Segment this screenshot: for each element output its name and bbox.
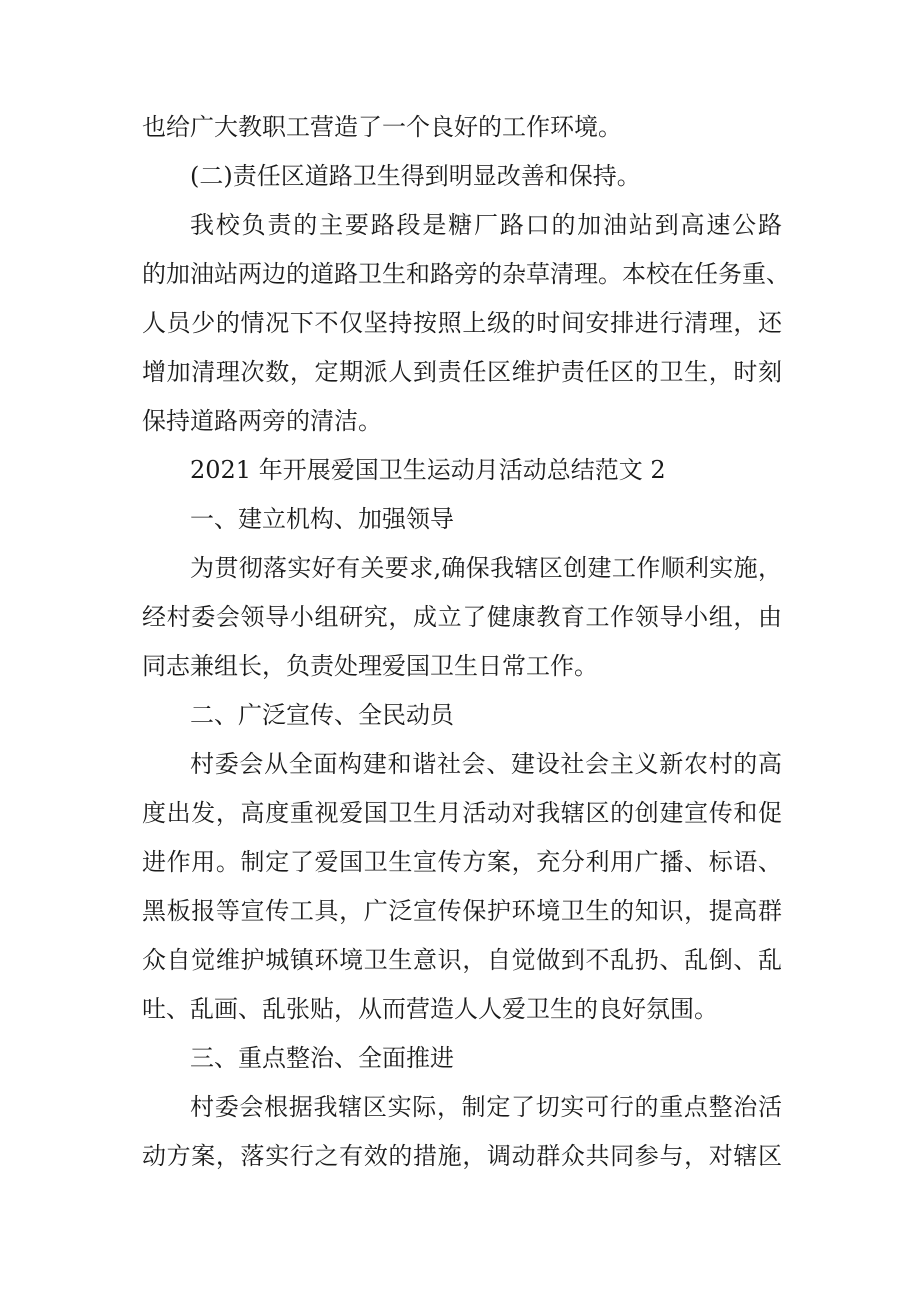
paragraph-line: 也给广大教职工营造了一个良好的工作环境。 — [142, 113, 622, 141]
paragraph-line: 村委会从全面构建和谐社会、建设社会主义新农村的高 — [190, 750, 782, 778]
paragraph-line: 动方案，落实行之有效的措施，调动群众共同参与，对辖区 — [142, 1142, 782, 1170]
paragraph-line: 众自觉维护城镇环境卫生意识，自觉做到不乱扔、乱倒、乱 — [142, 946, 782, 974]
paragraph-line: 人员少的情况下不仅坚持按照上级的时间安排进行清理，还 — [142, 309, 782, 337]
paragraph-line: 同志兼组长，负责处理爱国卫生日常工作。 — [142, 652, 598, 680]
paragraph-line: 经村委会领导小组研究，成立了健康教育工作领导小组，由 — [142, 603, 782, 631]
section-heading: 三、重点整治、全面推进 — [190, 1044, 454, 1072]
section-heading: (二)责任区道路卫生得到明显改善和保持。 — [190, 162, 641, 190]
paragraph-line: 吐、乱画、乱张贴，从而营造人人爱卫生的良好氛围。 — [142, 995, 718, 1023]
paragraph-line: 为贯彻落实好有关要求,确保我辖区创建工作顺利实施， — [190, 554, 782, 582]
paragraph-line: 的加油站两边的道路卫生和路旁的杂草清理。本校在任务重、 — [142, 260, 790, 288]
section-heading: 一、建立机构、加强领导 — [190, 505, 454, 533]
paragraph-line: 保持道路两旁的清洁。 — [142, 407, 382, 435]
paragraph-line: 度出发，高度重视爱国卫生月活动对我辖区的创建宣传和促 — [142, 799, 782, 827]
paragraph-line: 我校负责的主要路段是糖厂路口的加油站到高速公路 — [190, 211, 782, 239]
paragraph-line: 村委会根据我辖区实际，制定了切实可行的重点整治活 — [190, 1093, 782, 1121]
paragraph-line: 进作用。制定了爱国卫生宣传方案，充分利用广播、标语、 — [142, 848, 782, 876]
section-heading: 二、广泛宣传、全民动员 — [190, 701, 454, 729]
paragraph-line: 黑板报等宣传工具，广泛宣传保护环境卫生的知识，提高群 — [142, 897, 782, 925]
paragraph-line: 增加清理次数，定期派人到责任区维护责任区的卫生，时刻 — [142, 358, 782, 386]
document-title: 2021 年开展爱国卫生运动月活动总结范文 2 — [190, 456, 666, 484]
